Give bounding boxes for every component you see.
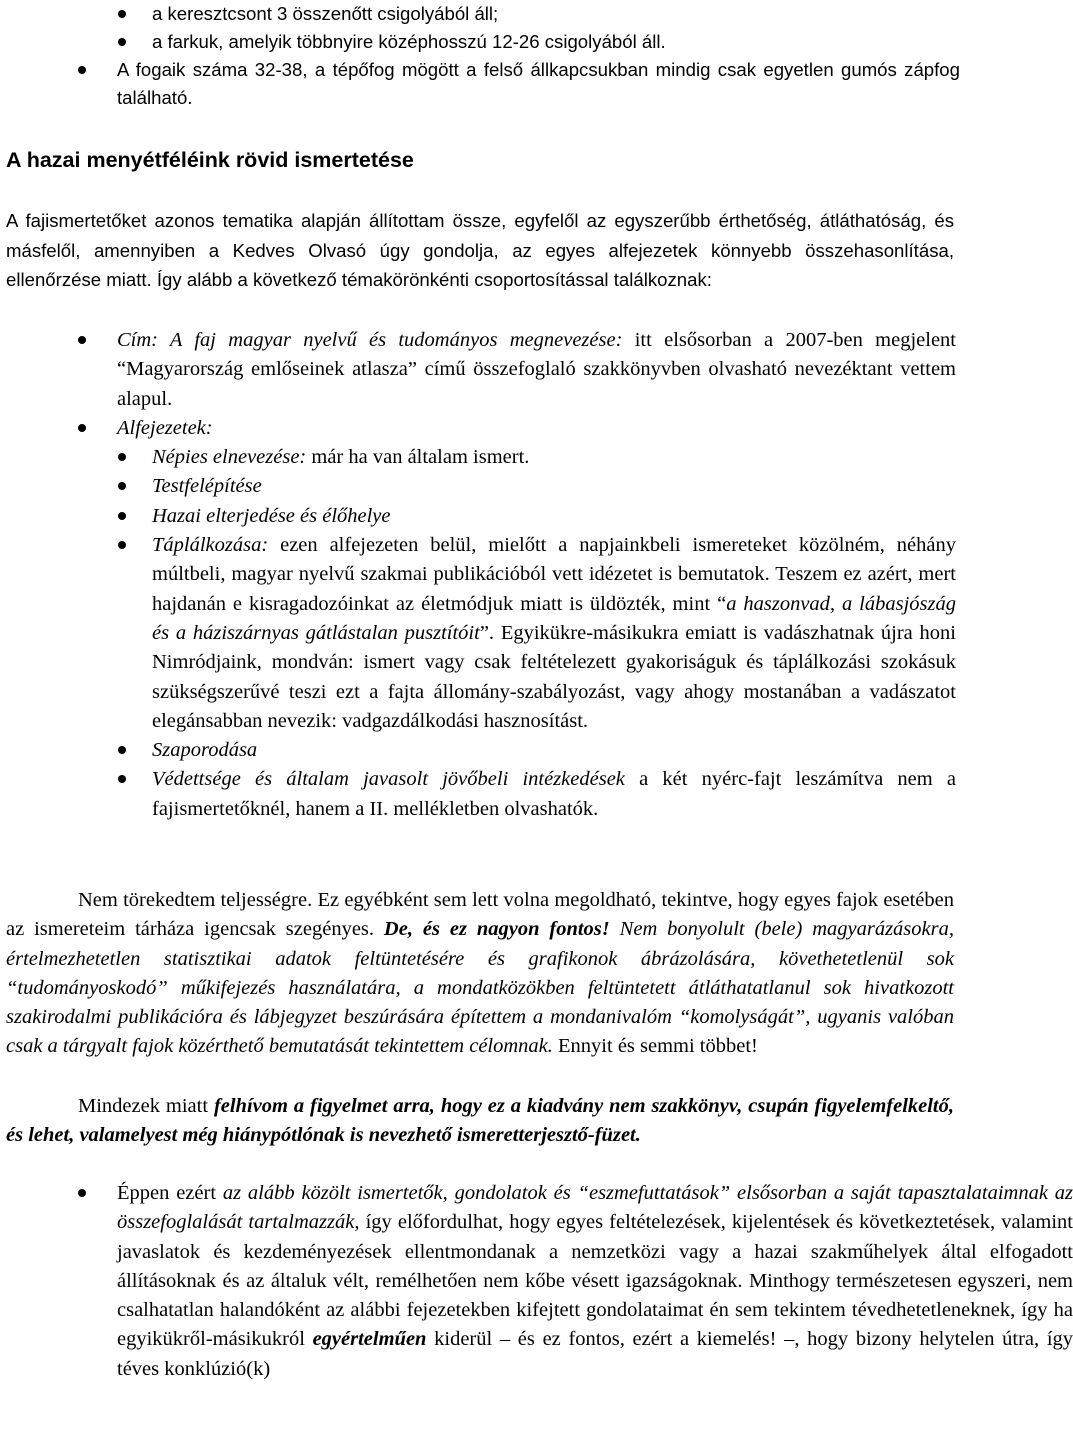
list-item bbox=[0, 56, 960, 112]
bullet-icon bbox=[118, 512, 126, 520]
final-text-3: kiderül – és ez fontos, ezért a kiemelés! –, hogy bizony helytelen útra, így téves konklúzió(k) bbox=[117, 1328, 1073, 1380]
final-text-1: Éppen ezért bbox=[117, 1182, 217, 1204]
sub-list-item bbox=[0, 531, 956, 736]
nepies-label: Népies elnevezése: bbox=[152, 446, 307, 469]
bullet-icon bbox=[118, 10, 126, 18]
bullet-icon bbox=[118, 482, 126, 490]
para1-text: Nem törekedtem teljességre. Ez egyébként sem lett volna megoldható, tekintve, hogy egyes fajok esetében az ismereteim tárháza igencsak szegényes. bbox=[6, 889, 954, 941]
intro-text-2: Így alább a következő témakörönkénti csoportosítással találkoznak: bbox=[156, 269, 712, 290]
list-item-text: A fogaik száma 32-38, a tépőfog mögött a felső állkapcsukban mindig csak egyetlen gumós zápfog található. bbox=[117, 59, 960, 108]
para1-italic: Nem bonyolult (bele) magyarázásokra, értelmezhetetlen statisztikai adatok feltüntetésére és grafikonok ábrázolására, követhetetlenül sok “tudományoskodó” műkifejezés használatára, a mondatközökben feltüntetett átláthatatlanul sok hivatkozott szakirodalmi publikációra és lábjegyzet beszúrására építettem a mondanivalóm “komolyságát”, ugyanis valóban csak a tárgyalt fajok közérthető bemutatását tekintettem célomnak. bbox=[6, 918, 954, 1058]
taplalkozas-quote: a haszonvad, a lábasjószág és a háziszárnyas gátlástalan pusztítóit bbox=[152, 592, 956, 644]
bullet-icon bbox=[118, 453, 126, 461]
bullet-icon bbox=[78, 424, 86, 432]
bullet-icon bbox=[118, 38, 126, 46]
list-item-alfejezetek bbox=[0, 414, 956, 443]
bullet-icon bbox=[118, 541, 126, 549]
taplalkozas-label: Táplálkozása: bbox=[152, 534, 269, 557]
nepies-text: már ha van általam ismert. bbox=[311, 446, 530, 469]
bullet-icon bbox=[78, 336, 86, 344]
vedettseg-text: a két nyérc-fajt leszámítva nem a fajismertetőknél, hanem a II. mellékletben olvashatók. bbox=[152, 768, 956, 820]
sub-list-item bbox=[0, 765, 956, 824]
bullet-icon bbox=[118, 775, 126, 783]
sub-list-item bbox=[0, 472, 956, 501]
alfejezetek-label: Alfejezetek: bbox=[117, 416, 213, 439]
taplalkozas-text-2: ”. Egyikükre-másikukra emiatt is vadászhatnak újra honi Nimródjaink, mondván: ismert vagy csak feltételezett gyakoriságuk és táplálkozási szokásuk szükségszerűvé teszi ezt a fajta állomány-szabályozást, vagy ahogy mostanában a vadászatot elegánsabban nevezik: vadgazdálkodási hasznosítást. bbox=[152, 621, 956, 732]
list-item bbox=[0, 0, 960, 28]
cim-label: Cím: A faj magyar nyelvű és tudományos megnevezése: bbox=[117, 329, 623, 351]
intro-paragraph bbox=[6, 206, 954, 295]
szaporodas-label: Szaporodása bbox=[152, 739, 258, 762]
sub-list-item bbox=[0, 736, 956, 765]
list-item-cim bbox=[0, 326, 956, 414]
final-italic: az alább közölt ismertetők, gondolatok és “eszmefuttatások” elsősorban a saját tapasztalataimnak az összefoglalását tartalmazzák, bbox=[117, 1182, 1073, 1234]
para2-text: Mindezek miatt bbox=[78, 1095, 209, 1117]
bullet-icon bbox=[118, 746, 126, 754]
section-heading: A hazai menyétféléink rövid ismertetése bbox=[6, 148, 414, 172]
bullet-icon bbox=[78, 66, 86, 74]
vedettseg-label: Védettsége és általam javasolt jövőbeli intézkedések bbox=[152, 768, 625, 791]
list-item bbox=[0, 28, 960, 56]
taplalkozas-text: ezen alfejezeten belül, mielőtt a napjainkbeli ismereteket közölném, néhány múltbeli, magyar nyelvű szakmai publikációból vett idézetet is bemutatok. Teszem ez azért, mert hajdanán e kisragadozóinkat az életmódjuk miatt is üldözték, mint “ bbox=[152, 534, 956, 615]
topic-list bbox=[0, 326, 956, 824]
final-text-2: így előfordulhat, hogy egyes feltételezések, kijelentések és következtetések, valamint javaslatok és kezdeményezések ellentmondanak a nemzetközi vagy a hazai szakműhelyek által elfogadott állításoknak és az általuk vélt, remélhetően nem kőbe vésett igazságoknak. Minthogy természetesen egyszeri, nem csalhatatlan halandóként az alábbi fejezetekben kifejtett gondolataimat én sem tekintem tévedhetetleneknek, így ha egyikükről-másikukról bbox=[117, 1211, 1073, 1351]
intro-text: A fajismertetőket azonos tematika alapján állítottam össze, egyfelől az egyszerűbb érthetőség, átláthatóság, és másfelől, amennyiben a Kedves Olvasó úgy gondolja, az egyes alfejezetek könnyebb összehasonlítása, ellenőrzése miatt. bbox=[6, 210, 954, 290]
cim-text: itt elsősorban a 2007-ben megjelent “Magyarország emlőseinek atlasza” című összefoglaló szakkönyvben olvasható nevezéktant vettem alapul. bbox=[117, 329, 956, 410]
list-item-text: a farkuk, amelyik többnyire középhosszú 12-26 csigolyából áll. bbox=[152, 31, 666, 52]
list-item-final bbox=[0, 1179, 1073, 1384]
sub-list-item bbox=[0, 502, 956, 531]
paragraph-completeness bbox=[6, 886, 954, 1062]
para2-emphasis: felhívom a figyelmet arra, hogy ez a kiadvány nem szakkönyv, csupán figyelemfelkeltő, és lehet, valamelyest még hiánypótlónak is nevezhető ismeretterjesztő-füzet. bbox=[6, 1095, 955, 1147]
para1-closing: Ennyit és semmi többet! bbox=[558, 1035, 758, 1058]
list-item-text: a keresztcsont 3 összenőtt csigolyából áll; bbox=[152, 3, 499, 24]
paragraph-notice bbox=[6, 1092, 954, 1151]
final-emphasis: egyértelműen bbox=[312, 1328, 427, 1351]
testfelepitese-label: Testfelépítése bbox=[152, 475, 262, 498]
para1-emphasis: De, és ez nagyon fontos! bbox=[383, 918, 610, 941]
elterjedes-label: Hazai elterjedése és élőhelye bbox=[152, 504, 391, 527]
top-list bbox=[0, 0, 960, 112]
sub-list-item bbox=[0, 443, 956, 472]
bullet-icon bbox=[78, 1189, 86, 1197]
